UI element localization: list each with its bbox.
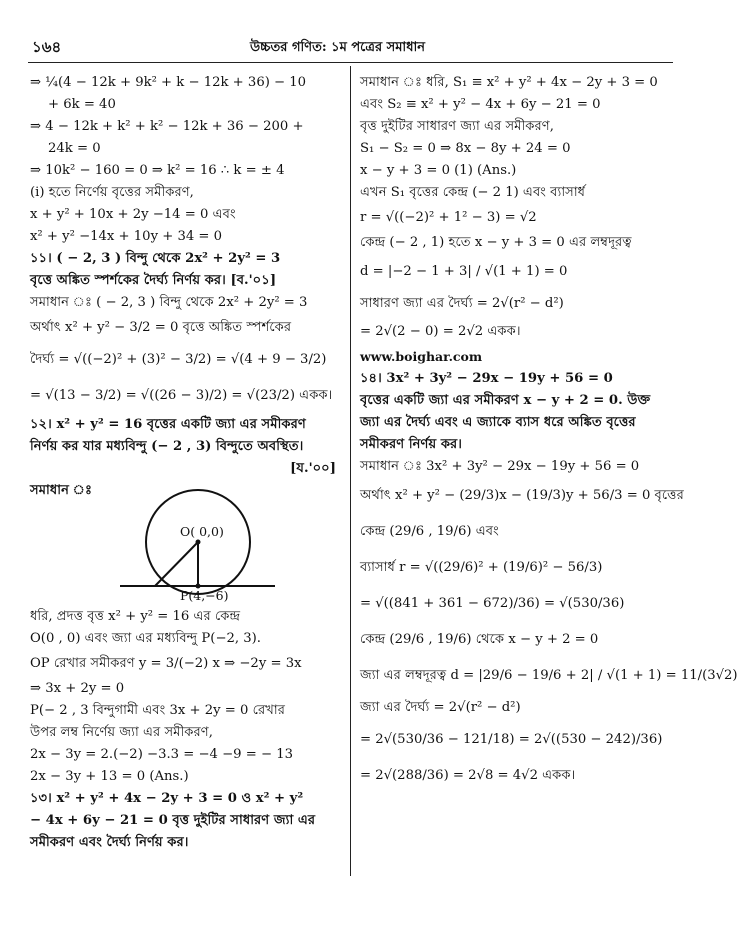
text-line: উপর লম্ব নির্ণেয় জ্যা এর সমীকরণ, <box>30 725 213 740</box>
problem-14-statement: জ্যা এর দৈর্ঘ্য এবং এ জ্যাকে ব্যাস ধরে অঙ্কিত বৃত্তের <box>360 415 636 430</box>
math-line: দৈর্ঘ্য = √((−2)² + (3)² − 3/2) = √(4 + 9 − 3/2) <box>30 352 327 367</box>
text-line: S₁ − S₂ = 0 ⇒ 8x − 8y + 24 = 0 <box>360 141 571 156</box>
text-line: x² + y² −14x + 10y + 34 = 0 <box>30 229 223 244</box>
text-line: ধরি, প্রদত্ত বৃত্ত x² + y² = 16 এর কেন্দ্র <box>30 609 241 624</box>
text-line: 2x − 3y = 2.(−2) −3.3 = −4 −9 = − 13 <box>30 747 294 762</box>
problem-12-heading: ১২। x² + y² = 16 বৃত্তের একটি জ্যা এর সমীকরণ <box>30 417 306 432</box>
watermark-url: www.boighar.com <box>360 349 483 364</box>
text-line: সমাধান ঃ 3x² + 3y² − 29x − 19y + 56 = 0 <box>360 459 640 474</box>
radius-line <box>155 542 198 586</box>
math-line: d = |−2 − 1 + 3| / √(1 + 1) = 0 <box>360 264 568 279</box>
text-line: (i) হতে নির্ণেয় বৃত্তের সমীকরণ, <box>30 185 194 200</box>
text-line: 2x − 3y + 13 = 0 (Ans.) <box>30 769 189 784</box>
problem-12-reference: [য.'০০] <box>290 461 336 476</box>
math-line: ব্যাসার্ধ r = √((29/6)² + (19/6)² − 56/3) <box>360 560 603 575</box>
math-line: = √((841 + 361 − 672)/36) = √(530/36) <box>360 596 625 611</box>
math-line: = 2√(2 − 0) = 2√2 একক। <box>360 324 521 339</box>
problem-13-heading: ১৩। x² + y² + 4x − 2y + 3 = 0 ও x² + y² <box>30 791 304 806</box>
text-line: সমাধান ঃ ( − 2, 3 ) বিন্দু থেকে 2x² + 2y² = 3 <box>30 295 308 310</box>
math-line: জ্যা এর দৈর্ঘ্য = 2√(r² − d²) <box>360 700 521 715</box>
text-line: বৃত্ত দুইটির সাধারণ জ্যা এর সমীকরণ, <box>360 119 554 134</box>
math-line: = 2√(530/36 − 121/18) = 2√((530 − 242)/36) <box>360 732 663 747</box>
solution-label: সমাধান ঃ <box>30 483 92 498</box>
text-line: এখন S₁ বৃত্তের কেন্দ্র (− 2 1) এবং ব্যাসার্ধ <box>360 185 586 200</box>
page-number: ১৬৪ <box>32 38 62 56</box>
problem-12-statement: নির্ণয় কর যার মধ্যবিন্দু (− 2 , 3) বিন্দুতে অবস্থিত। <box>30 439 304 454</box>
math-line: কেন্দ্র (29/6 , 19/6) এবং <box>360 524 499 539</box>
problem-14-heading: ১৪। 3x² + 3y² − 29x − 19y + 56 = 0 <box>360 371 613 386</box>
problem-13-statement: − 4x + 6y − 21 = 0 বৃত্ত দুইটির সাধারণ জ্যা এর <box>30 813 316 828</box>
text-line: কেন্দ্র (− 2 , 1) হতে x − y + 3 = 0 এর লম্বদূরত্ব <box>360 235 632 250</box>
problem-11-statement: বৃত্তে অঙ্কিত স্পর্শকের দৈর্ঘ্য নির্ণয় কর। [ব.'০১] <box>30 273 277 288</box>
text-line: সমাধান ঃ ধরি, S₁ ≡ x² + y² + 4x − 2y + 3 = 0 <box>360 75 658 90</box>
left-column <box>30 72 342 854</box>
text-line: x − y + 3 = 0 (1) (Ans.) <box>360 163 517 178</box>
center-label: O( 0,0) <box>180 524 224 539</box>
midpoint-label: P(4,−6) <box>180 588 229 603</box>
text-line: অর্থাৎ x² + y² − 3/2 = 0 বৃত্তে অঙ্কিত স্পর্শকের <box>30 320 292 335</box>
math-line: = 2√(288/36) = 2√8 = 4√2 একক। <box>360 768 576 783</box>
text-line: ⇒ 3x + 2y = 0 <box>30 681 125 696</box>
text-line: ⇒ 10k² − 160 = 0 ⇒ k² = 16 ∴ k = ± 4 <box>30 163 285 178</box>
center-dot <box>196 540 201 545</box>
math-line: = √(13 − 3/2) = √((26 − 3)/2) = √(23/2) একক। <box>30 388 333 403</box>
problem-13-statement: সমীকরণ এবং দৈর্ঘ্য নির্ণয় কর। <box>30 835 189 850</box>
math-line: জ্যা এর লম্বদূরত্ব d = |29/6 − 19/6 + 2| / √(1 + 1) = 11/(3√2) <box>360 668 738 683</box>
problem-11-heading: ১১। ( − 2, 3 ) বিন্দু থেকে 2x² + 2y² = 3 <box>30 251 281 266</box>
text-line: OP রেখার সমীকরণ y = 3/(−2) x ⇒ −2y = 3x <box>30 656 302 671</box>
text-line: P(− 2 , 3 বিন্দুগামী এবং 3x + 2y = 0 রেখার <box>30 703 285 718</box>
page-header-title: উচ্চতর গণিত: ১ম পত্রের সমাধান <box>250 40 426 55</box>
problem-14-statement: সমীকরণ নির্ণয় কর। <box>360 437 463 452</box>
text-line: এবং S₂ ≡ x² + y² − 4x + 6y − 21 = 0 <box>360 97 601 112</box>
text-line: ⇒ 4 − 12k + k² + k² − 12k + 36 − 200 + <box>30 119 304 134</box>
column-divider <box>350 66 351 876</box>
text-line: 24k = 0 <box>48 141 101 156</box>
problem-14-statement: বৃত্তের একটি জ্যা এর সমীকরণ x − y + 2 = 0. উক্ত <box>360 393 651 408</box>
math-line: r = √((−2)² + 1² − 3) = √2 <box>360 210 537 225</box>
header-rule <box>28 62 673 63</box>
math-line: কেন্দ্র (29/6 , 19/6) থেকে x − y + 2 = 0 <box>360 632 599 647</box>
text-line: O(0 , 0) এবং জ্যা এর মধ্যবিন্দু P(−2, 3). <box>30 631 261 646</box>
math-line: সাধারণ জ্যা এর দৈর্ঘ্য = 2√(r² − d²) <box>360 296 564 311</box>
text-line: x + y² + 10x + 2y −14 = 0 এবং <box>30 207 236 222</box>
text-line: ⇒ ¼(4 − 12k + 9k² + k − 12k + 36) − 10 <box>30 75 307 90</box>
math-line: অর্থাৎ x² + y² − (29/3)x − (19/3)y + 56/3 = 0 বৃত্তের <box>360 488 684 503</box>
circle-figure <box>30 504 342 604</box>
right-column <box>360 72 738 794</box>
text-line: + 6k = 40 <box>48 97 116 112</box>
